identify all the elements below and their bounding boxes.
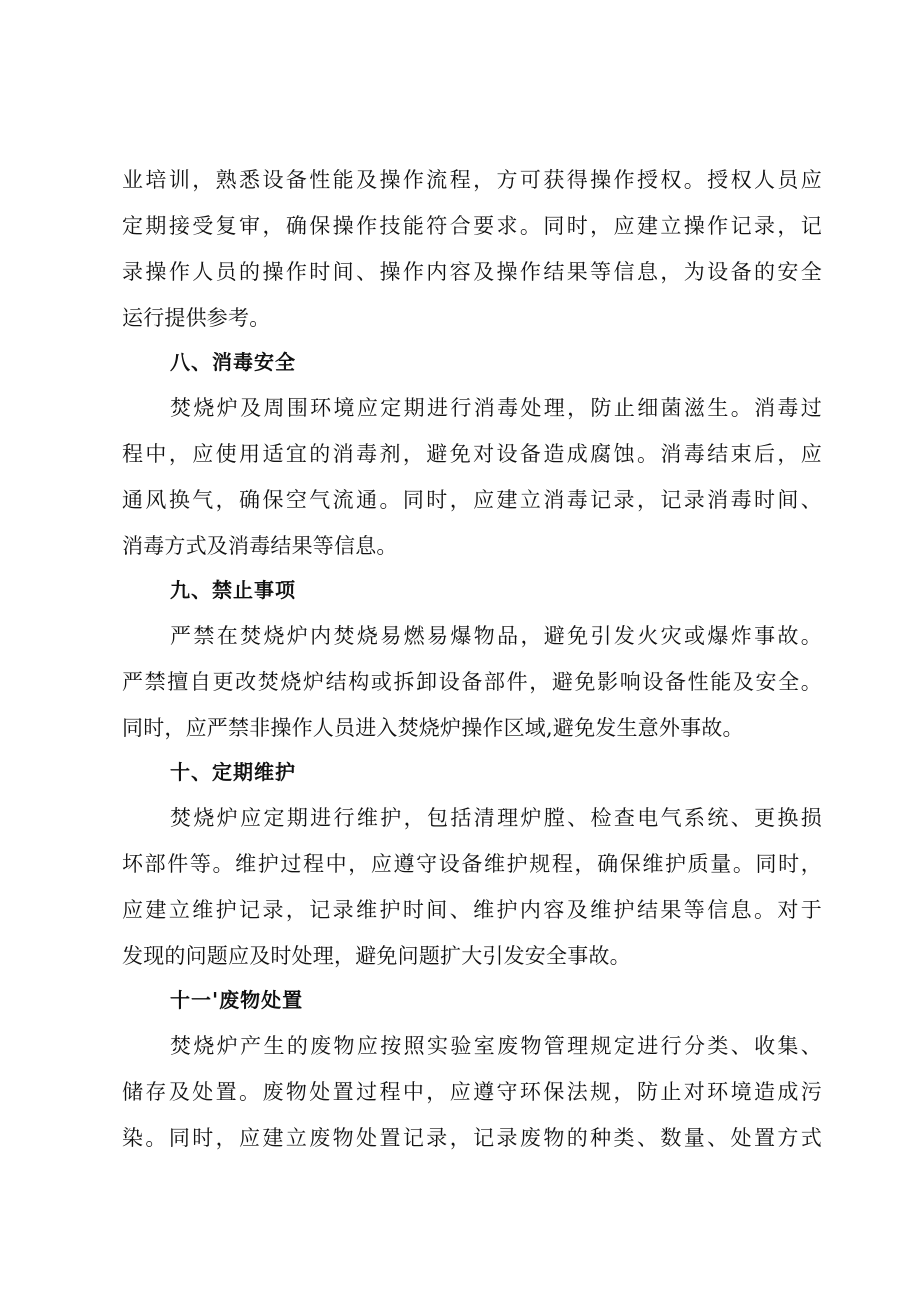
section-heading-maintenance: 十、定期维护 xyxy=(170,760,296,784)
paragraph-line: 焚烧炉应定期进行维护，包括清理炉膛、检查电气系统、更换损 xyxy=(170,806,822,830)
paragraph-line: 程中，应使用适宜的消毒剂，避免对设备造成腐蚀。消毒结束后，应 xyxy=(122,442,822,466)
paragraph-line: 储存及处置。废物处置过程中，应遵守环保法规，防止对环境造成污 xyxy=(122,1080,822,1104)
paragraph-line: 应建立维护记录，记录维护时间、维护内容及维护结果等信息。对于 xyxy=(122,898,822,922)
paragraph-line: 严禁擅自更改焚烧炉结构或拆卸设备部件，避免影响设备性能及安全。 xyxy=(122,670,822,694)
paragraph-line: 定期接受复审，确保操作技能符合要求。同时，应建立操作记录，记 xyxy=(122,214,822,238)
section-heading-prohibitions: 九、禁止事项 xyxy=(170,578,296,602)
paragraph-line: 同时，应严禁非操作人员进入焚烧炉操作区域,避免发生意外事故。 xyxy=(122,716,744,740)
paragraph-line: 录操作人员的操作时间、操作内容及操作结果等信息，为设备的安全 xyxy=(122,260,822,284)
paragraph-line: 通风换气，确保空气流通。同时，应建立消毒记录，记录消毒时间、 xyxy=(122,488,822,512)
paragraph-line: 运行提供参考。 xyxy=(122,306,271,330)
section-heading-disinfection: 八、消毒安全 xyxy=(170,350,296,374)
paragraph-line: 消毒方式及消毒结果等信息。 xyxy=(122,534,398,558)
paragraph-line: 焚烧炉及周围环境应定期进行消毒处理，防止细菌滋生。消毒过 xyxy=(170,396,822,420)
paragraph-line: 染。同时，应建立废物处置记录，记录废物的种类、数量、处置方式 xyxy=(122,1126,822,1150)
paragraph-line: 业培训，熟悉设备性能及操作流程，方可获得操作授权。授权人员应 xyxy=(122,168,822,192)
paragraph-line: 焚烧炉产生的废物应按照实验室废物管理规定进行分类、收集、 xyxy=(170,1034,822,1058)
paragraph-line: 严禁在焚烧炉内焚烧易燃易爆物品，避免引发火灾或爆炸事故。 xyxy=(170,624,822,648)
paragraph-line: 坏部件等。维护过程中，应遵守设备维护规程，确保维护质量。同时， xyxy=(122,852,822,876)
section-heading-waste-disposal: 十一'废物处置 xyxy=(170,988,304,1012)
paragraph-line: 发现的问题应及时处理，避免问题扩大引发安全事故。 xyxy=(122,944,631,968)
